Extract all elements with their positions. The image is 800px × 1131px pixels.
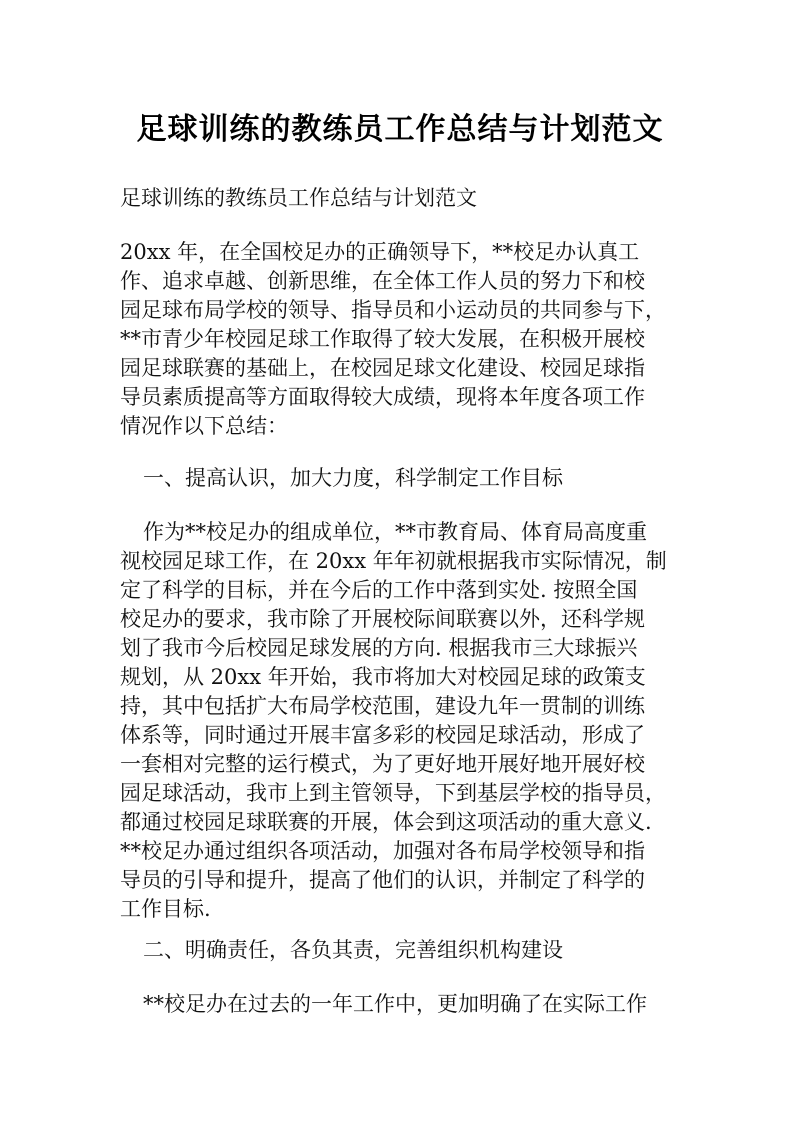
paragraph-line: 园足球联赛的基础上，在校园足球文化建设、校园足球指 (120, 356, 645, 380)
paragraph-line: 作为**校足办的组成单位，**市教育局、体育局高度重 (143, 520, 647, 544)
paragraph-line: 导员的引导和提升，提高了他们的认识，并制定了科学的 (120, 868, 645, 892)
paragraph-line: 规划，从 20xx 年开始，我市将加大对校园足球的政策支 (120, 665, 646, 689)
paragraph-line: 划了我市今后校园足球发展的方向. 根据我市三大球振兴 (120, 636, 638, 660)
paragraph-line: 视校园足球工作，在 20xx 年年初就根据我市实际情况，制 (120, 549, 667, 573)
paragraph-line: 工作目标. (120, 897, 211, 921)
paragraph-line: 定了科学的目标，并在今后的工作中落到实处. 按照全国 (120, 578, 638, 602)
paragraph-line: 持，其中包括扩大布局学校范围，建设九年一贯制的训练 (120, 694, 645, 718)
paragraph-line: 都通过校园足球联赛的开展，体会到这项活动的重大意义. (120, 810, 652, 834)
paragraph-line: 体系等，同时通过开展丰富多彩的校园足球活动，形成了 (120, 723, 645, 747)
paragraph-line: 一套相对完整的运行模式，为了更好地开展好地开展好校 (120, 752, 645, 776)
paragraph-line: 园足球活动，我市上到主管领导，下到基层学校的指导员， (120, 781, 666, 805)
paragraph-line: 情况作以下总结： (120, 414, 288, 438)
section-heading-1: 一、提高认识，加大力度，科学制定工作目标 (143, 466, 563, 490)
document-subtitle: 足球训练的教练员工作总结与计划范文 (120, 186, 477, 210)
paragraph-line: 20xx 年，在全国校足办的正确领导下，**校足办认真工 (120, 240, 640, 264)
paragraph-line: 作、追求卓越、创新思维，在全体工作人员的努力下和校 (120, 269, 645, 293)
paragraph-line: 导员素质提高等方面取得较大成绩，现将本年度各项工作 (120, 385, 645, 409)
document-title: 足球训练的教练员工作总结与计划范文 (136, 112, 664, 147)
paragraph-line: 园足球布局学校的领导、指导员和小运动员的共同参与下， (120, 298, 666, 322)
paragraph-line: **校足办在过去的一年工作中，更加明确了在实际工作 (143, 992, 647, 1016)
section-heading-2: 二、明确责任，各负其责，完善组织机构建设 (143, 938, 563, 962)
paragraph-line: **校足办通过组织各项活动，加强对各布局学校领导和指 (120, 839, 645, 863)
paragraph-line: **市青少年校园足球工作取得了较大发展，在积极开展校 (120, 327, 645, 351)
paragraph-line: 校足办的要求，我市除了开展校际间联赛以外，还科学规 (120, 607, 645, 631)
